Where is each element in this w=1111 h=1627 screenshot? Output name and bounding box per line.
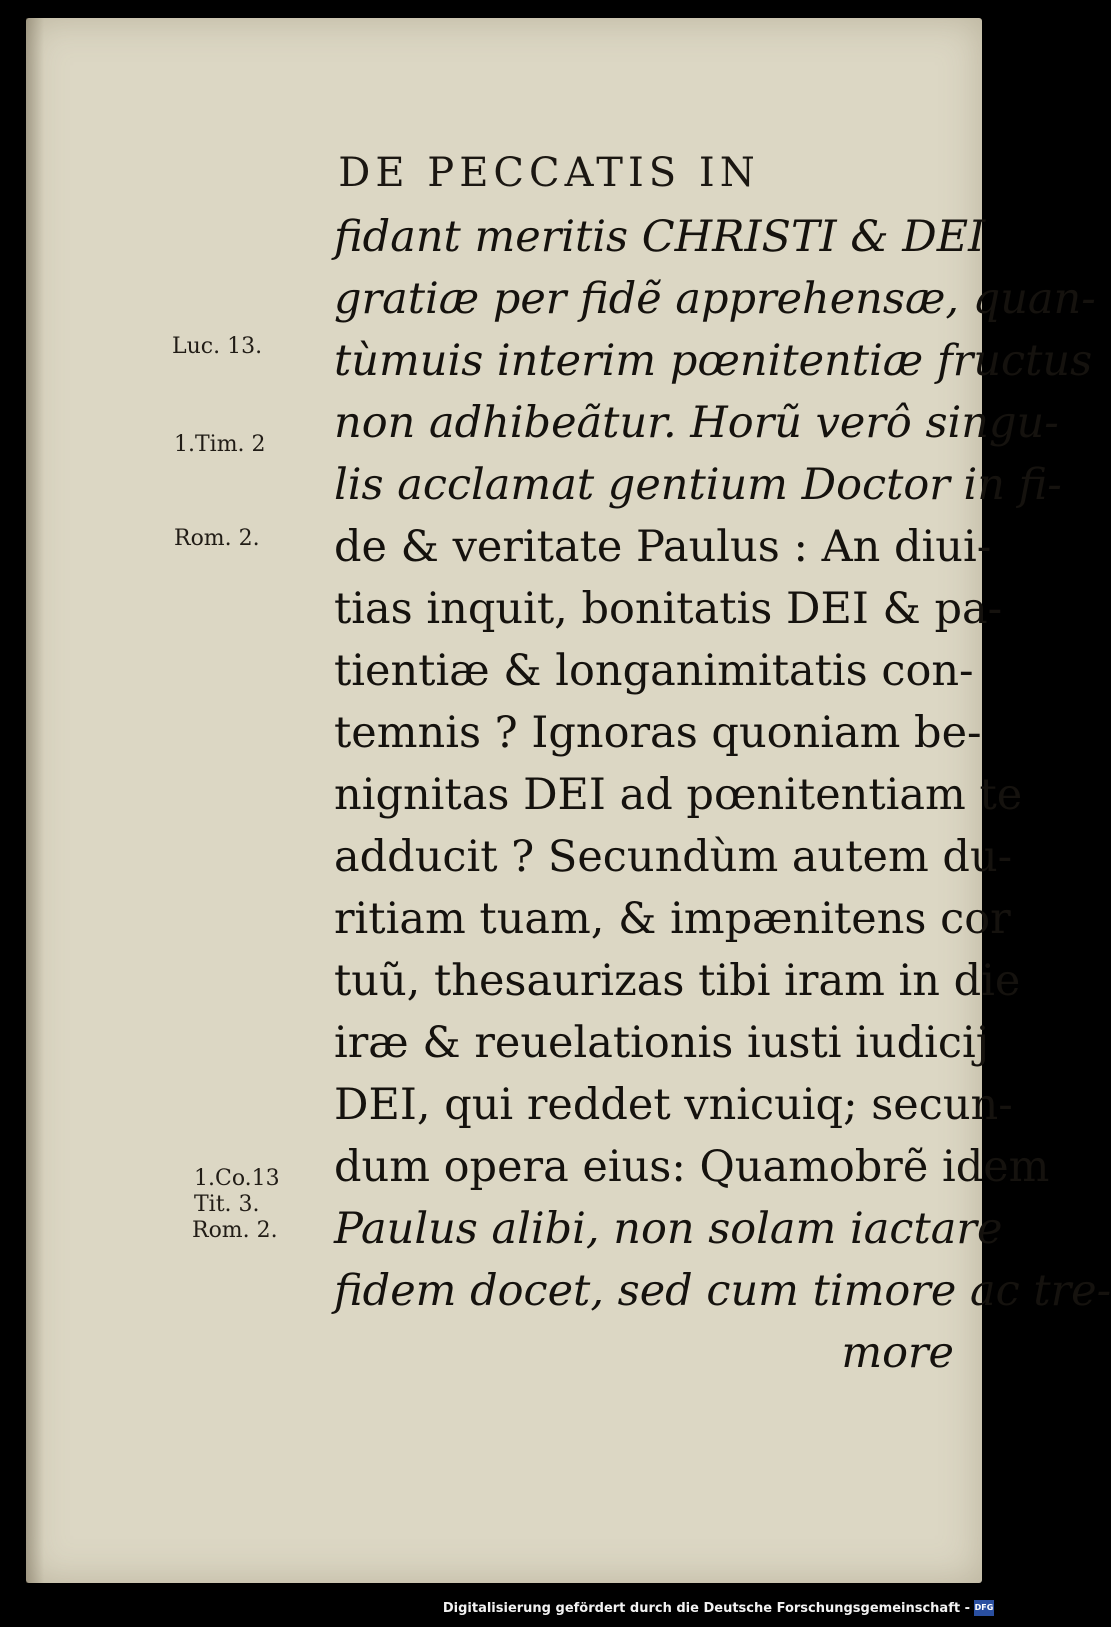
dfg-logo-icon: DFG — [974, 1600, 994, 1616]
marginal-reference: Rom. 2. — [174, 526, 260, 551]
text-line: gratiæ per fidẽ apprehensæ, quan- — [334, 274, 1096, 324]
text-line: lis acclamat gentium Doctor in fi- — [334, 460, 1062, 510]
text-line: fidem docet, sed cum timore ac tre- — [334, 1266, 1111, 1316]
text-line: DEI, qui reddet vnicuiq; secun- — [334, 1080, 1013, 1130]
text-line: ritiam tuam, & impænitens cor — [334, 894, 1011, 944]
text-line: iræ & reuelationis iusti iudicij — [334, 1018, 990, 1068]
funding-notice: Digitalisierung gefördert durch die Deutsche Forschungsgemeinschaft - — [442, 1601, 970, 1616]
text-line: non adhibeãtur. Horũ verô singu- — [334, 398, 1059, 448]
marginal-reference: 1.Co.13 — [194, 1166, 280, 1191]
catchword: more — [841, 1328, 954, 1378]
marginal-reference: Luc. 13. — [172, 334, 263, 359]
text-line: tuũ, thesaurizas tibi iram in die — [334, 956, 1021, 1006]
book-page — [26, 18, 1111, 1583]
text-line: tùmuis interim pœnitentiæ fructus — [334, 336, 1093, 386]
text-line: dum opera eius: Quamobrẽ idem — [334, 1142, 1050, 1192]
marginal-reference: Tit. 3. — [194, 1192, 260, 1217]
marginal-reference: Rom. 2. — [192, 1218, 278, 1243]
text-line: fidant meritis CHRISTI & DEI — [334, 212, 986, 262]
marginal-reference: 1.Tim. 2 — [174, 432, 266, 457]
text-line: temnis ? Ignoras quoniam be- — [334, 708, 982, 758]
text-line: adducit ? Secundùm autem du- — [334, 832, 1013, 882]
text-line: Paulus alibi, non solam iactare — [334, 1204, 1003, 1254]
text-line: tias inquit, bonitatis DEI & pa- — [334, 584, 1003, 634]
running-header: DE PECCATIS IN — [338, 150, 760, 196]
text-line: tientiæ & longanimitatis con- — [334, 646, 974, 696]
text-line: nignitas DEI ad pœnitentiam te — [334, 770, 1023, 820]
text-line: de & veritate Paulus : An diui- — [334, 522, 992, 572]
footer-bar — [0, 1597, 1000, 1627]
